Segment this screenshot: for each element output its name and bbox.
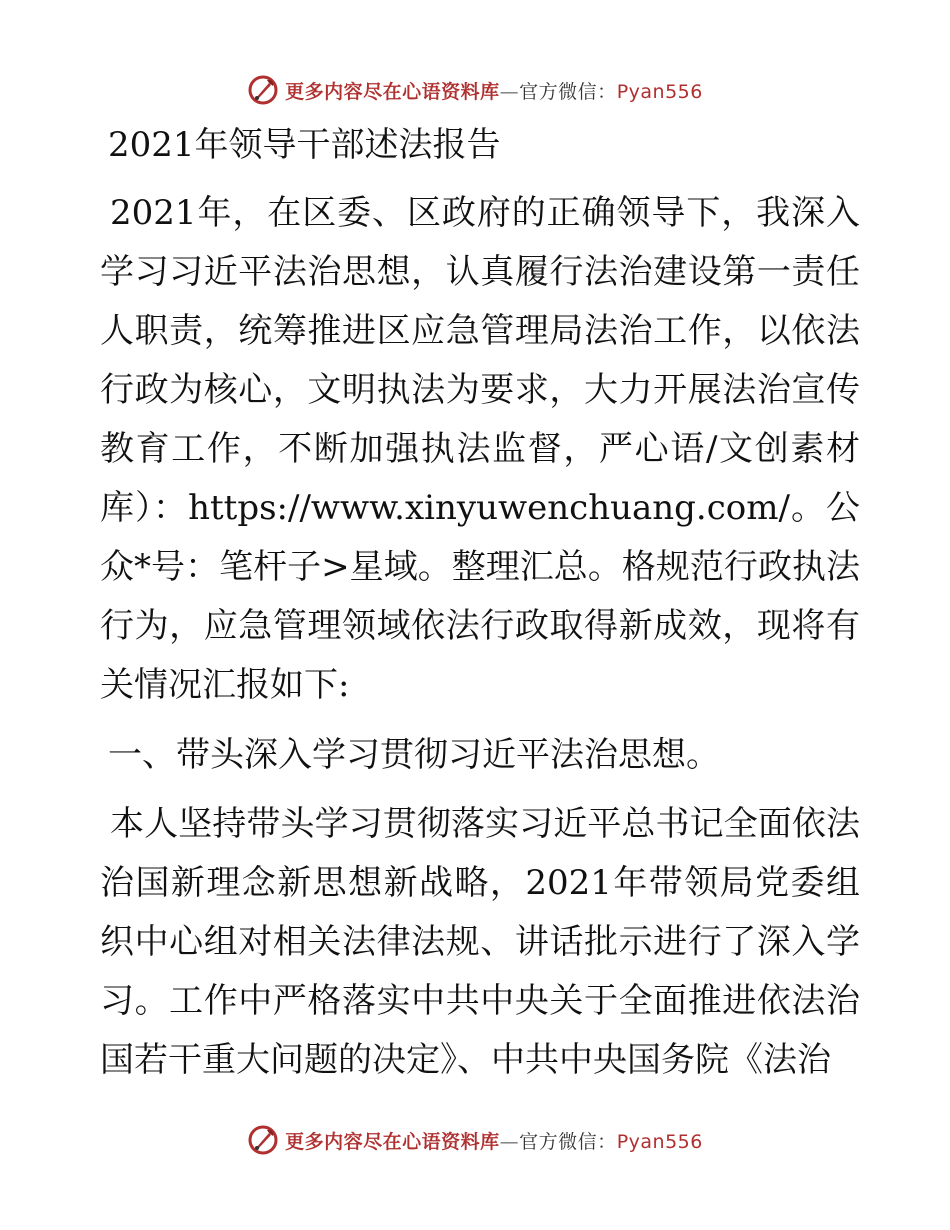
banner-wechat-id: Pyan556: [616, 1130, 703, 1153]
header-banner: [0, 70, 950, 110]
document-title: 2021年领导干部述法报告: [108, 125, 501, 165]
document-body: [100, 120, 860, 1102]
banner-separator: —: [499, 1130, 520, 1153]
banner-main: 更多内容尽在心语资料库: [285, 80, 500, 103]
banner-text: [285, 1127, 703, 1154]
paragraph-intro: 2021年，在区委、区政府的正确领导下，我深入学习习近平法治思想，认真履行法治建设第一责任人职责，统筹推进区应急管理局法治工作，以依法行政为核心，文明执法为要求，大力开展法治宣传教育工作，不断加强执法监督，严心语/文创素材库）：https://www.xinyuwenchuang.com/。公众*号：笔杆子>星域。整理汇总。格规范行政执法行为，应急管理领域依法行政取得新成效，现将有关情况汇报如下:: [100, 193, 860, 705]
banner-text: [285, 77, 703, 104]
feather-pen-logo-icon: [247, 74, 279, 106]
banner-main: 更多内容尽在心语资料库: [285, 1130, 500, 1153]
banner-wechat-label: 官方微信：: [519, 80, 617, 103]
footer-banner: [0, 1120, 950, 1160]
banner-separator: —: [499, 80, 520, 103]
section-heading-1: 一、带头深入学习贯彻习近平法治思想。: [108, 735, 720, 775]
banner-wechat-id: Pyan556: [616, 80, 703, 103]
feather-pen-logo-icon: [247, 1124, 279, 1156]
banner-wechat-label: 官方微信：: [519, 1130, 617, 1153]
paragraph-section-1: 本人坚持带头学习贯彻落实习近平总书记全面依法治国新理念新思想新战略，2021年带领局党委组织中心组对相关法律法规、讲话批示进行了深入学习。工作中严格落实中共中央关于全面推进依法治国若干重大问题的决定》、中共中央国务院《法治: [100, 804, 860, 1080]
